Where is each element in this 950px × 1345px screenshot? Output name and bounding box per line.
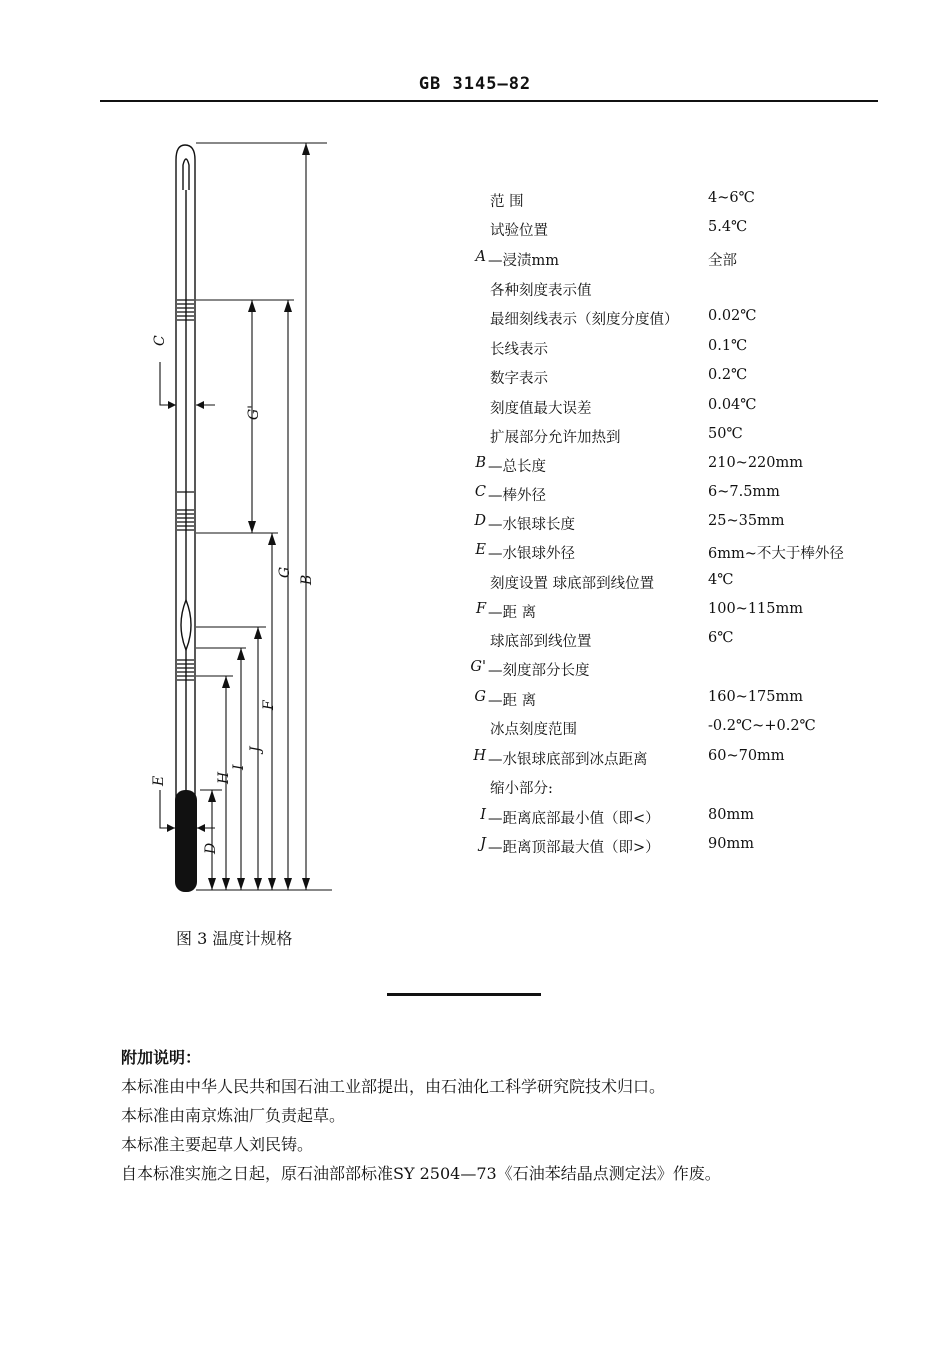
spec-value: 全部 [708, 253, 737, 269]
spec-row [450, 219, 910, 243]
spec-row [450, 190, 910, 214]
spec-label: —刻度部分长度 [488, 663, 590, 679]
spec-label: —棒外径 [488, 488, 546, 504]
figure-caption: 图 3 温度计规格 [176, 929, 293, 948]
spec-label: 冰点刻度范围 [490, 722, 577, 738]
spec-label: 球底部到线位置 [490, 634, 592, 650]
label-j: J [248, 746, 264, 752]
spec-value: 0.2℃ [708, 367, 748, 383]
spec-value: 6℃ [708, 630, 734, 646]
label-g: G [277, 566, 293, 578]
spec-label: —距 离 [488, 693, 537, 709]
c-leader [160, 362, 215, 405]
spec-row [450, 777, 910, 801]
spec-value: 80mm [708, 807, 754, 823]
spec-letter: H [473, 748, 486, 764]
spec-row [450, 338, 910, 362]
spec-label: 数字表示 [490, 371, 548, 387]
contraction-chamber [181, 600, 191, 650]
spec-label: 各种刻度表示值 [490, 283, 592, 299]
spec-row [450, 397, 910, 421]
spec-row [450, 748, 910, 772]
spec-row [450, 718, 910, 742]
spec-letter: I [480, 807, 486, 823]
spec-value: 0.02℃ [708, 308, 757, 324]
spec-label: —距 离 [488, 605, 537, 621]
spec-letter: B [475, 455, 486, 471]
spec-row [450, 249, 910, 273]
spec-value: -0.2℃~+0.2℃ [708, 718, 816, 734]
spec-value: 4℃ [708, 572, 734, 588]
spec-value: 160~175mm [708, 689, 804, 705]
spec-letter: J [480, 836, 486, 852]
spec-row [450, 601, 910, 625]
spec-letter: G [474, 689, 486, 705]
label-b: B [299, 574, 315, 585]
spec-value: 210~220mm [708, 455, 804, 471]
spec-letter: C [474, 484, 486, 500]
additional-notes [121, 1043, 721, 1188]
spec-letter: D [474, 513, 486, 529]
note-line: 自本标准实施之日起，原石油部部标准SY 2504—73《石油苯结晶点测定法》作废。 [121, 1164, 721, 1183]
spec-letter: A [475, 249, 486, 265]
spec-letter: E [475, 542, 486, 558]
label-f: F [261, 700, 277, 710]
spec-value: 50℃ [708, 426, 743, 442]
spec-label: —距离底部最小值（即<） [488, 811, 660, 827]
spec-label: 长线表示 [490, 342, 548, 358]
section-separator [387, 993, 541, 996]
label-d: D [203, 842, 219, 854]
spec-row [450, 513, 910, 537]
spec-value: 6~7.5mm [708, 484, 780, 500]
spec-label: 缩小部分: [490, 781, 553, 797]
spec-label: 范 围 [490, 194, 524, 210]
spec-row [450, 836, 910, 860]
spec-label: —总长度 [488, 459, 546, 475]
spec-row [450, 308, 910, 332]
spec-label: 试验位置 [490, 223, 548, 239]
spec-label: —水银球底部到冰点距离 [488, 752, 648, 768]
spec-row [450, 455, 910, 479]
spec-value: 4~6℃ [708, 190, 755, 206]
document-header-title: GB 3145—82 [418, 74, 532, 94]
note-line: 本标准由中华人民共和国石油工业部提出，由石油化工科学研究院技术归口。 [121, 1077, 666, 1096]
spec-value: 0.04℃ [708, 397, 757, 413]
note-line: 本标准主要起草人刘民铸。 [121, 1135, 314, 1154]
mercury-bulb [175, 790, 197, 892]
spec-row [450, 630, 910, 654]
spec-row [450, 807, 910, 831]
spec-row [450, 542, 910, 566]
label-i: I [231, 764, 247, 770]
spec-row [450, 367, 910, 391]
label-e: E [151, 775, 167, 786]
label-g-prime: G' [246, 404, 262, 420]
spec-row [450, 659, 910, 683]
spec-row [450, 484, 910, 508]
label-h: H [216, 771, 232, 784]
notes-title: 附加说明： [121, 1048, 202, 1067]
spec-letter: F [475, 601, 486, 617]
capillary-top-bulb [183, 159, 189, 190]
spec-value: 5.4℃ [708, 219, 748, 235]
spec-value: 60~70mm [708, 748, 785, 764]
spec-row [450, 426, 910, 450]
spec-row [450, 279, 910, 303]
spec-label: —浸渍mm [488, 253, 559, 269]
spec-value: 100~115mm [708, 601, 804, 617]
spec-label: —水银球长度 [488, 517, 575, 533]
spec-row [450, 572, 910, 596]
spec-value: 0.1℃ [708, 338, 748, 354]
spec-label: 扩展部分允许加热到 [490, 430, 621, 446]
spec-value: 90mm [708, 836, 754, 852]
spec-label: —距离顶部最大值（即>） [488, 840, 660, 856]
spec-label: 最细刻线表示（刻度分度值） [490, 312, 679, 328]
spec-letter: G' [470, 659, 486, 675]
spec-row [450, 689, 910, 713]
spec-value: 6mm~不大于棒外径 [708, 546, 844, 562]
label-c: C [152, 335, 168, 346]
spec-label: —水银球外径 [488, 546, 575, 562]
spec-value: 25~35mm [708, 513, 785, 529]
spec-label: 刻度值最大误差 [490, 401, 592, 417]
spec-label: 刻度设置 球底部到线位置 [490, 576, 655, 592]
note-line: 本标准由南京炼油厂负责起草。 [121, 1106, 346, 1125]
